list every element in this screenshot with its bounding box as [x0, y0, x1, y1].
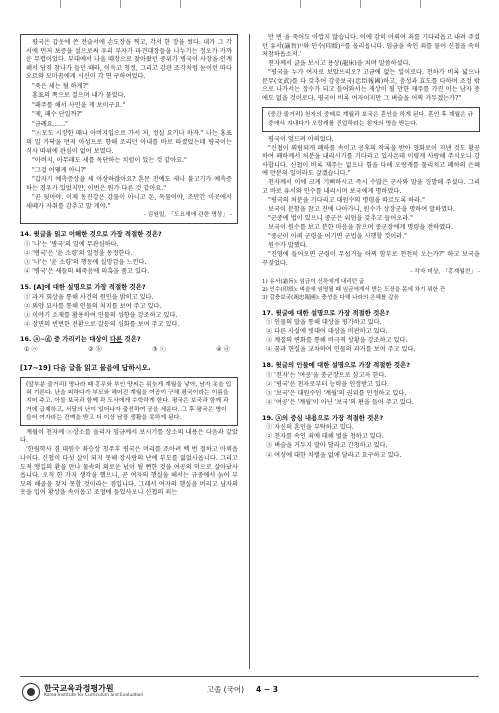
subject-label: 고졸 (국어) [206, 685, 244, 694]
question-17 [262, 309, 480, 356]
answer-option[interactable]: ① ⓐ [24, 346, 38, 354]
question-stem: 15. [A]에 대한 설명으로 가장 적절한 것은? [20, 282, 146, 291]
answer-option[interactable]: ③ '나'는 '윤 소령'의 행동에 실망감을 느낀다. [24, 259, 147, 267]
passage-paragraph: 원수가 말했다. [268, 242, 308, 250]
answer-option[interactable]: ③ ⓒ [152, 346, 166, 354]
footnotes [262, 279, 480, 302]
passage-b-part1 [20, 429, 238, 498]
footnote: 2) 인수(印綬): 벼슬에 임명될 때 임금에게서 받는 도장을 몸에 차기 위한 끈 [262, 287, 446, 294]
answer-option[interactable]: ④ 꿈과 현실을 교차하여 인물의 과거를 보여 주고 있다. [266, 346, 416, 354]
question-18 [262, 361, 480, 408]
passage-paragraph: "평국의 처분을 기다리고 대원수의 명령을 따르도록 하라." [268, 196, 425, 204]
passage-paragraph: "신첩이 외람되게 폐하를 속이고 공후의 작록을 받아 영화로이 지낸 것도 황공하여 폐하께서 처분을 내리시기를 기다리고 있사온데 이렇게 사랑해 주시오니 감사합니다. 신첩이 비록 재주는 없으나 힘을 다해 오랑캐를 물리치고 폐하의 은혜에 만분의 일이라도 갚겠습니다." [262, 144, 480, 178]
question-14 [20, 230, 238, 277]
passage-paragraph: 평국은 갑옷에 쓴 전술서에 손도장을 찍고, 각서 한 장을 썼다. 내가 그 각서에 먼저 보증을 설으로써 우리 부자가 파견대장들을 나누기는 정오가 가까운 무렵이었다. 부대에서 나올 때장으로 찾아왔던 중위가 병국이 사장을 인계해서 당직 참나가 들던 때라, 이윽고 청정, 그리고 감관 조각처럼 눈이런 따다 오르와 모마꼼에게 시신이 각 연 구하여었다. [26, 39, 232, 81]
answer-option[interactable]: ② '평국'은 천자로부터 능력을 인정받고 있다. [266, 380, 390, 388]
answer-option[interactable]: ① '천자'는 '여공'을 중군장으로 삼고자 한다. [266, 371, 387, 379]
answer-option[interactable]: ④ '여공'은 '계월'이 아닌 '보국'의 편을 들어 주고 있다. [266, 398, 414, 406]
answer-option[interactable]: ④ 장면의 빈번한 전환으로 갈등의 심화를 보여 주고 있다. [24, 320, 180, 328]
passage-paragraph: "죽은 세는 될 하게?" [32, 82, 89, 90]
footnote: 3) 갈충보국(竭忠報國): 충성을 다해 나라의 은혜를 갚음 [262, 294, 399, 301]
page-number: 4 − 3 [256, 685, 278, 694]
passage-paragraph: 보국이 원수를 보고 분한 마음을 참으며 중군장에게 명령을 전하였다. [268, 224, 454, 232]
answer-option[interactable]: ① 자신의 혼인을 부탁하고 있다. [266, 424, 354, 432]
answer-option[interactable]: ③ 계절의 변화를 통해 비극적 상황을 강조하고 있다. [266, 337, 408, 345]
passage-paragraph: "그걸 어떻게 아니?" [32, 166, 87, 174]
passage-citation: - 작자 미상, 「홍계월전」 - [410, 269, 480, 276]
summary-box: (앞부분 줄거리) 명나라 때 홍무와 부인 양씨는 뒤늦게 계월을 낳아, 남자 옷을 입혀 기른다. 난을 피하다가 부모와 헤어진 계월을 여공이 구해 평국이라는 이름을 지어 주고, 아들 보국과 함께 곽 도사에게 수학하게 한다. 평국은 보국과 함께 과거에 급제하고, 서달의 난이 일어나자 출전하여 공을 세운다. 그 후 평국은 병이 들어 여자라는 진맥을 받고 더 이상 남장 생활을 못하게 된다. [20, 377, 238, 426]
answer-option-row [20, 346, 238, 355]
passage-paragraph: "금례요……" [32, 120, 68, 128]
passage-paragraph: "갑자기 예측증상을 세 아상하잖아요? 혼문 전예도 새나 불고기가 예측증하는 경우가 있었지만, 이번은 뭔가 다른 것 같아요." [26, 176, 232, 192]
answer-option[interactable]: ② ⓑ [88, 346, 102, 354]
kice-logo-icon [22, 683, 40, 701]
passage-paragraph: "곧 뒷아야. 이제 동진강은 강물이 아니고 돈, 독물이야, 조만간 이곳에서 새떼가 자취를 감추고 말 게야." [26, 194, 232, 210]
stem-text: 16. ⓐ~ⓓ 중 가리키는 대상이 [20, 335, 110, 344]
question-stem: 19. ⓐ의 중심 내용으로 가장 적절한 것은? [262, 413, 384, 422]
passage-paragraph: "군중에 법이 있으니 중군은 위엄을 갖추고 들어오라." [268, 215, 413, 223]
passage-paragraph: 천자께서 글을 보시고 용상(龍床)을 치며 말씀하셨다. [268, 60, 411, 68]
answer-option[interactable]: ② 다른 사실에 빗대어 대상을 비판하고 있다. [266, 328, 388, 336]
passage-paragraph: "아버지, 아무래도 세를 독단하는 치럼이 있는 것 같아요." [32, 157, 187, 165]
answer-option[interactable]: ④ '병국'은 새들의 떼죽음에 의혹을 품고 있다. [24, 268, 149, 276]
passage-paragraph: "평국을 누가 여자로 보았으리오? 고금에 없는 일이로다. 천하가 비록 넓으나 문무(文武)를 다 갖추어 강충보국(忠臣報國)하고, 충성과 효도를 다하며 조정 밖으로 나가서는 장수가 되고 들어와서는 재상이 될 만한 재주를 가진 이는 남자 중에도 없을 것이로다. 평국이 비록 여자이지만 그 벼슬을 어찌 거두겠는가?" [262, 69, 480, 102]
left-column [20, 34, 238, 498]
right-column [262, 34, 480, 461]
passage-paragraph: 만 번 을 죽어도 아깝지 않습니다. 이에 감히 아뢰어 죄를 기다리옵고 내려 주셨던 유서(諭旨)¹⁾와 인수(印綬)²⁾를 올리옵니다. 임금을 속인 죄를 물어 신첩을 속히 처참하옵소서.' [262, 34, 480, 59]
top-edge [0, 0, 499, 10]
middle-summary-box: (중간 줄거리) 천자의 중매로 계월과 보국은 혼인을 하게 된다. 혼인 후 계월은 규중에서 지내다가 오랑캐를 진압하라는 천자의 명을 받는다. [262, 107, 480, 131]
question-stem: 18. 윗글의 인물에 대한 설명으로 가장 적절한 것은? [262, 361, 410, 370]
question-stem: 17. 윗글에 대한 설명으로 가장 적절한 것은? [262, 308, 390, 317]
footer-rule [20, 676, 479, 677]
answer-option[interactable]: ① 과거 회상을 통해 사건의 원인을 밝히고 있다. [24, 293, 154, 301]
passage-paragraph: 평국이 엎드려 아뢰었다. [268, 135, 334, 143]
answer-option[interactable]: ② '병국'은 '윤 소령'의 일정을 동정한다. [24, 250, 133, 258]
passage-paragraph: '한림학사 겸 대원수 좌승상 청주후 평국은 머리를 조아려 백 번 절하고 아뢰옵나이다. 신첩이 다섯 살이 되지 못해 장사랑의 난에 부모를 잃었사옵니다. 그리고 도적 맹길의 환을 만나 물속의 외로운 넋이 될 뻔한 것을 여공의 덕으로 살아났사옵니다. 오직 한 가지 생각을 했으니, 곧 여자의 행실을 해서는 규중에서 늙어 부모의 해골을 찾지 못할 것이라는 점입니다. 그래서 여자의 행실을 버리고 남자의 옷을 입어 황상을 속이옵고 조정에 들었사오니 신첩의 죄는 [20, 446, 238, 497]
question-group-heading: [17~19] 다음 글을 읽고 물음에 답하시오. [20, 363, 151, 372]
stem-text: 것은? [122, 335, 141, 344]
answer-option[interactable]: ③ 벼슬을 거두지 말아 달라고 간청하고 있다. [266, 442, 388, 450]
question-19 [262, 414, 480, 461]
passage-citation: - 김원일, 「도요새에 관한 명상」 - [143, 212, 232, 219]
answer-option[interactable]: ② 천자를 속인 죄에 대해 벌을 청하고 있다. [266, 433, 384, 441]
answer-option[interactable]: ① 인물의 말을 통해 대상을 평가하고 있다. [266, 319, 382, 327]
answer-option[interactable]: ① '나'는 '병국'의 일에 무관심하다. [24, 241, 119, 249]
passage-b-part2 [262, 34, 480, 103]
passage-paragraph: "제, 패수 단일까?" [32, 111, 83, 119]
organization-name-english: Korea Institute for Curriculum and Evaluation [44, 693, 144, 698]
passage-paragraph: "ⓐ모도 시장한 때니 아버지입으로 가서 저, 정실 요기나 하자." 나는 홍표의 일 가닥을 먼저 아성으로 향해 조리던 아내를 바로 따졌었는데 평국이는 식사 따위에 관심이 없어 보였다. [26, 130, 232, 155]
passage-paragraph: "중군이 아뢰 군령을 어기면 군법을 시행할 것이라." [268, 233, 408, 241]
passage-b-part3 [262, 136, 480, 278]
question-16 [20, 335, 238, 354]
passage-paragraph: "패주를 해서 사인을 게 보이구요." [32, 101, 126, 109]
answer-option[interactable]: ③ '보국'은 대원수인 '계월'의 권위를 인정하고 있다. [266, 389, 407, 397]
passage-paragraph: 천자께서 이에 크게 기뻐하시고 즉시 수많은 군사와 말을 징발해 주셨다. 그리고 바로 유서와 인수를 내리시며 보국에게 명하였다. [262, 179, 480, 195]
passage-paragraph: 계월이 천자께 ⓐ상소를 올리자 임금께서 보시기를 상소의 내용은 다음과 같았다. [20, 428, 238, 445]
organization-name: 한국교육과정평가원 [44, 684, 114, 693]
answer-option[interactable]: ④ 여성에 대한 차별을 없애 달라고 요구하고 있다. [266, 451, 402, 459]
page-footer [0, 676, 499, 713]
passage-box-a [20, 34, 238, 224]
passage-paragraph: "진영에 들어오면 군령이 무섭거늘 어찌 함부로 천천히 오는가?" 하고 보국을 꾸짖었다. [262, 251, 480, 267]
answer-option[interactable]: ② 외양 묘사를 통해 인물의 처지를 보여 주고 있다. [24, 302, 162, 310]
passage-paragraph: 보국이 분함을 참고 진에 나아가니, 원수가 상장군을 명하여 말하였다. [268, 206, 456, 214]
passage-paragraph: 홍표의 쪽으로 걸으며 내가 물었다. [32, 92, 126, 100]
question-stem: 14. 윗글을 읽고 이해한 것으로 가장 적절한 것은? [20, 230, 162, 239]
footnote: 1) 유서(諭旨): 임금이 신하에게 내리던 글 [262, 279, 365, 286]
stem-emphasis: 다른 [109, 335, 123, 344]
question-15 [20, 283, 238, 330]
question-stem [20, 335, 238, 344]
column-divider [249, 34, 250, 669]
answer-option[interactable]: ④ ⓓ [216, 346, 230, 354]
answer-option[interactable]: ③ 이야기 소재를 활용하여 인물의 성향을 강조하고 있다. [24, 311, 178, 319]
